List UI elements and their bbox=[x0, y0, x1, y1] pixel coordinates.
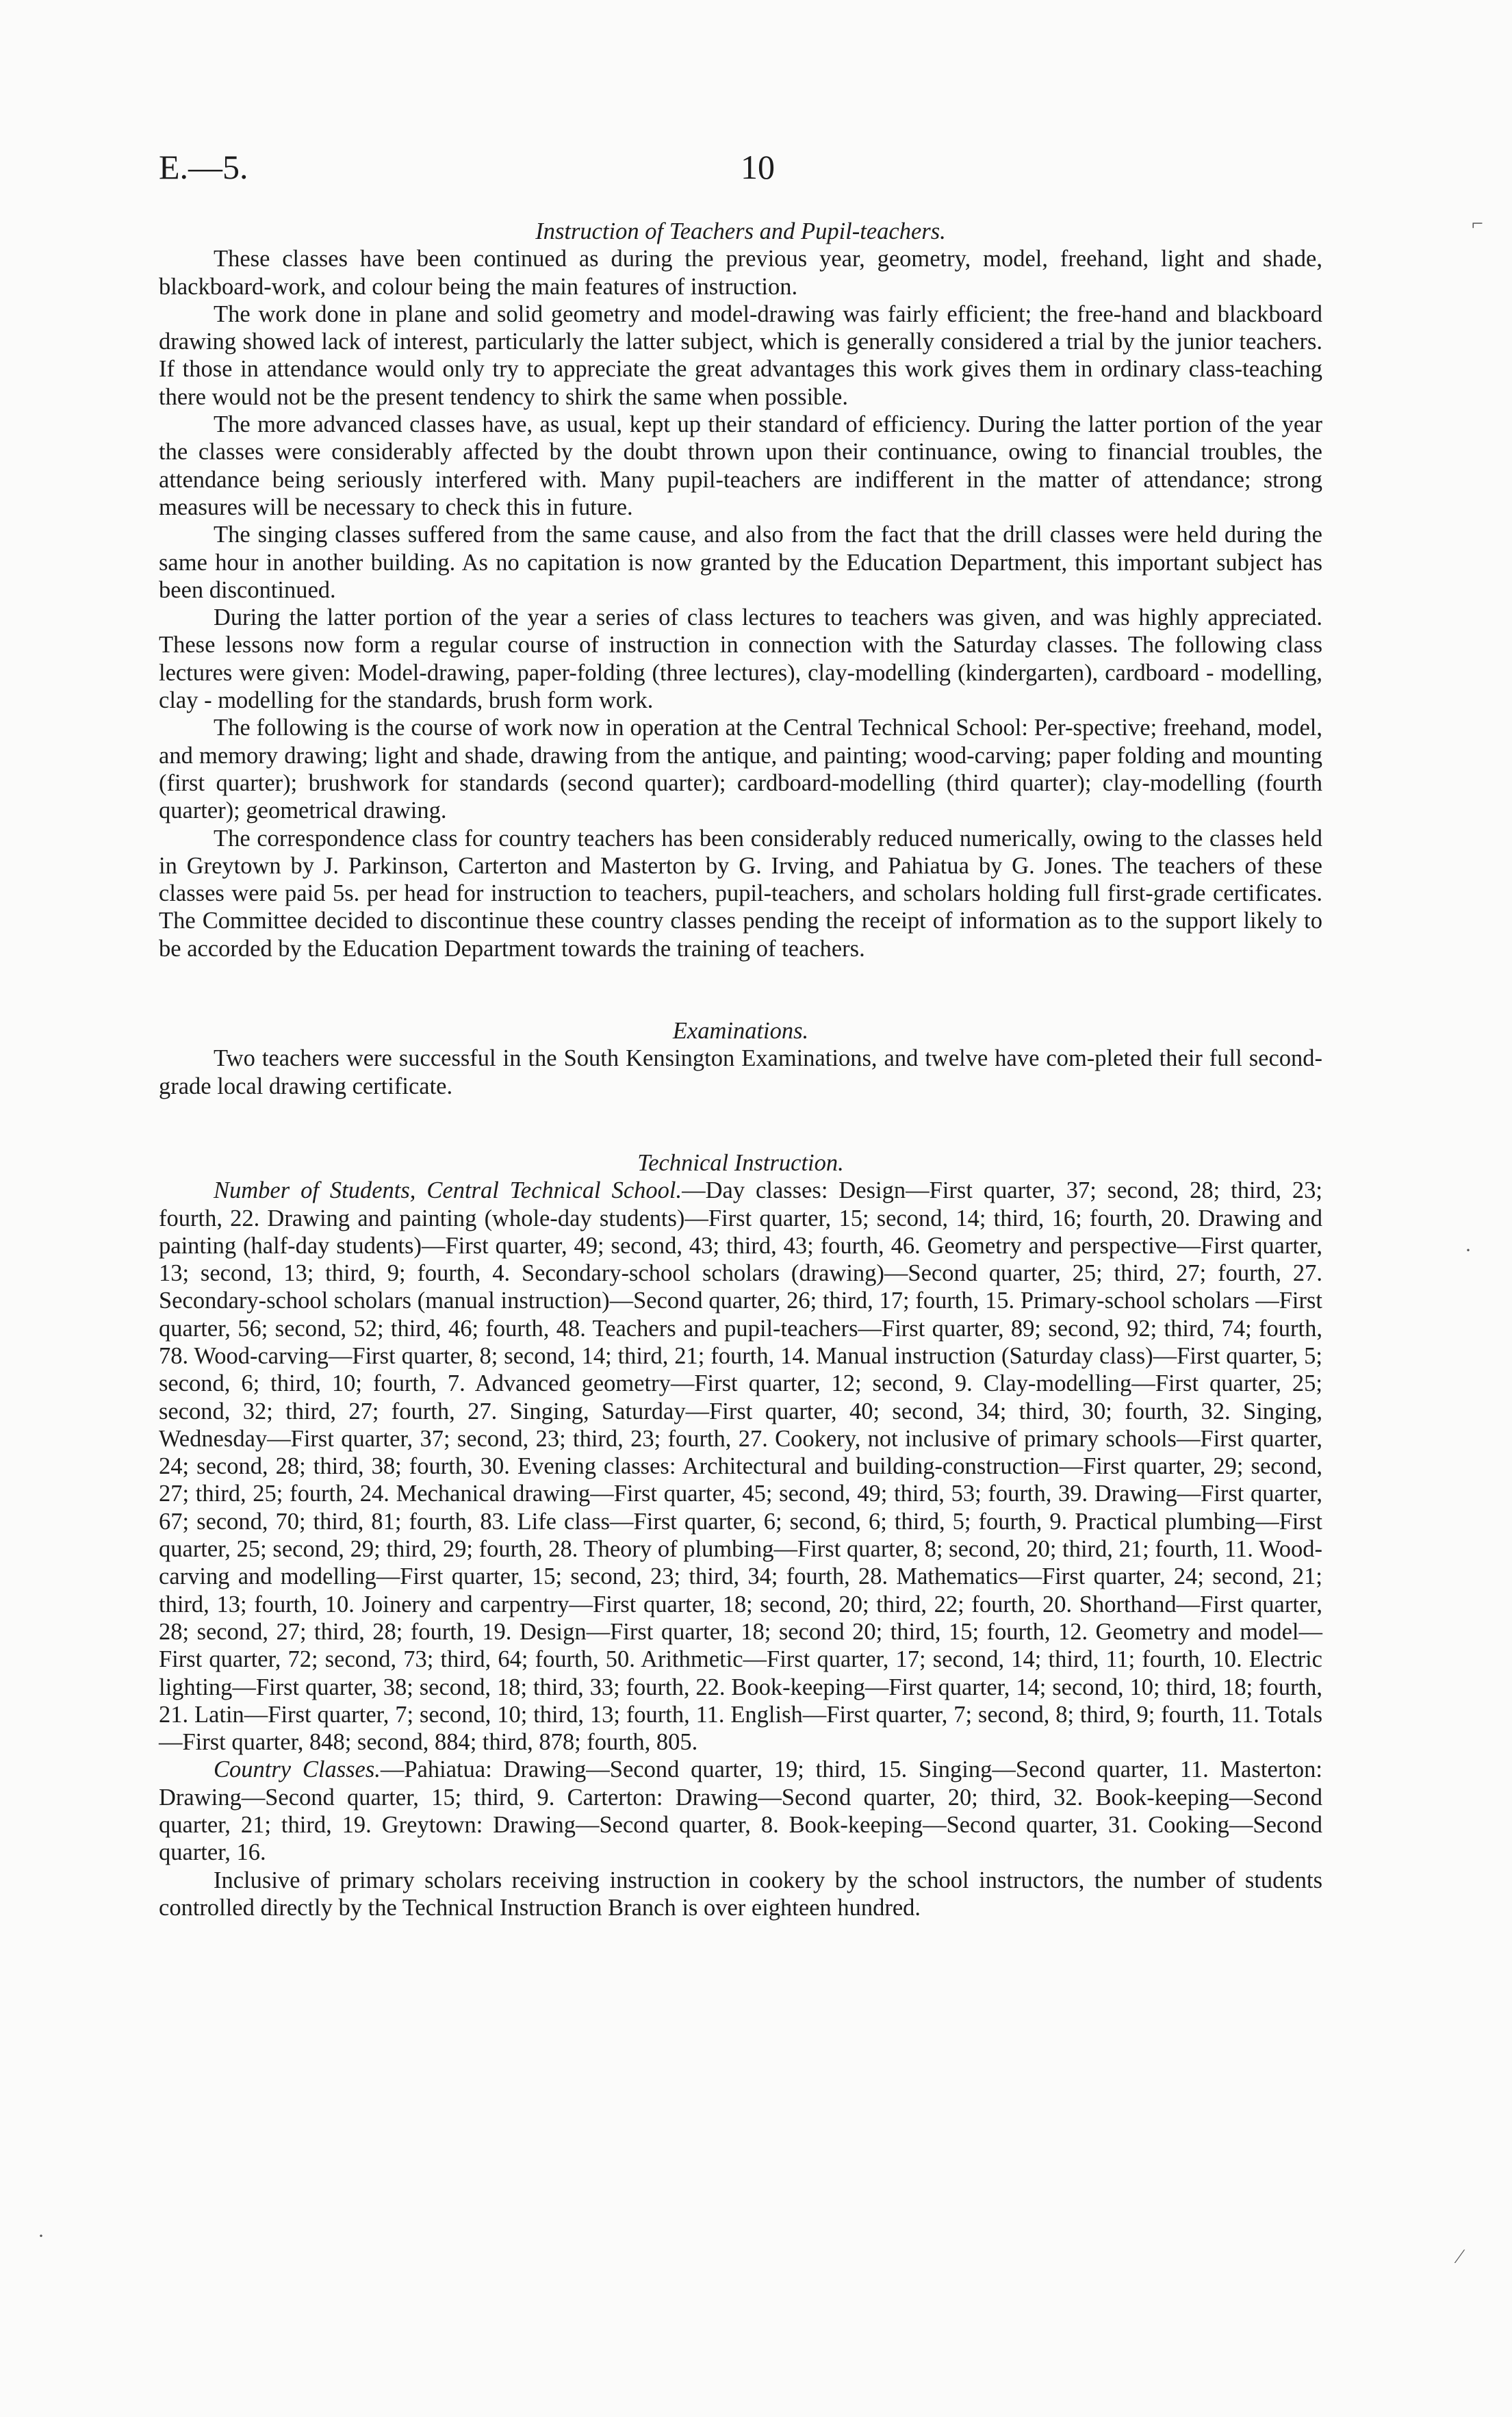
section-heading-teachers: Instruction of Teachers and Pupil-teachers. bbox=[535, 218, 946, 244]
students-text: —Day classes: Design—First quarter, 37; second, 28; third, 23; fourth, 22. Drawing and painting (whole-day students)—First quarter, 15; second, 14; third, 16; fourth, 20. Drawing and painting (half-day students)—First quarter, 49; second, 43; third, 43; fourth, 46. Geometry and perspective—First quarter, 13; second, 13; third, 9; fourth, 4. Secondary-school scholars (drawing)—Second quarter, 25; third, 27; fourth, 27. Secondary-school scholars (manual instruction)—Second quarter, 26; third, 17; fourth, 15. Primary-school scholars —First quarter, 56; second, 52; third, 46; fourth, 48. Teachers and pupil-teachers—First quarter, 89; second, 92; third, 74; fourth, 78. Wood-carving—First quarter, 8; second, 14; third, 21; fourth, 14. Manual instruction (Saturday class)—First quarter, 5; second, 6; third, 10; fourth, 7. Advanced geometry—First quarter, 12; second, 9. Clay-modelling—First quarter, 25; second, 32; third, 27; fourth, 27. Singing, Saturday—First quarter, 40; second, 34; third, 30; fourth, 32. Singing, Wednesday—First quarter, 37; second, 23; third, 23; fourth, 27. Cookery, not inclusive of primary schools—First quarter, 24; second, 28; third, 38; fourth, 30. Evening classes: Architectural and building-construction—First quarter, 29; second, 27; third, 25; fourth, 24. Mechanical drawing—First quarter, 45; second, 49; third, 53; fourth, 39. Drawing—First quarter, 67; second, 70; third, 81; fourth, 83. Life class—First quarter, 6; second, 6; third, 5; fourth, 9. Practical plumbing—First quarter, 25; second, 29; third, 29; fourth, 28. Theory of plumbing—First quarter, 8; second, 20; third, 21; fourth, 11. Wood-carving and modelling—First quarter, 15; second, 23; third, 34; fourth, 28. Mathematics—First quarter, 24; second, 21; third, 13; fourth, 10. Joinery and carpentry—First quarter, 18; second, 20; third, 22; fourth, 20. Shorthand—First quarter, 28; second, 27; third, 28; fourth, 19. Design—First quarter, 18; second 20; third, 15; fourth, 12. Geometry and model—First quarter, 72; second, 73; third, 64; fourth, 50. Arithmetic—First quarter, 17; second, 14; third, 11; fourth, 10. Electric lighting—First quarter, 38; second, 18; third, 33; fourth, 22. Book-keeping—First quarter, 14; second, 10; third, 18; fourth, 21. Latin—First quarter, 7; second, 10; third, 13; fourth, 11. English—First quarter, 7; second, 8; third, 9; fourth, 11. Totals—First quarter, 848; second, 884; third, 878; fourth, 805. bbox=[159, 1177, 1323, 1756]
scan-mark: ⌐ bbox=[1472, 212, 1483, 235]
paragraph: These classes have been continued as during the previous year, geometry, model, freehand, light and shade, blackboard-work, and colour being the main features of instruction. bbox=[159, 246, 1322, 300]
scan-mark: ⁄ bbox=[1458, 2245, 1462, 2268]
paragraph: The correspondence class for country teachers has been considerably reduced numerically, owing to the classes held in Greytown by J. Parkinson, Carterton and Masterton by G. Irving, and Pahiatua by G. Jones. The teachers of these classes were paid 5s. per head for instruction to teachers, pupil-teachers, and scholars holding full first-grade certificates. The Committee decided to discontinue these country classes pending the receipt of information as to the support likely to be accorded by the Education Department towards the training of teachers. bbox=[159, 825, 1322, 962]
paragraph: The work done in plane and solid geometry and model-drawing was fairly efficient; the free-hand and blackboard drawing showed lack of interest, particularly the latter subject, which is generally considered a trial by the junior teachers. If those in attendance would only try to appreciate the great advantages this work gives them in ordinary class-teaching there would not be the present tendency to shirk the same when possible. bbox=[159, 300, 1322, 410]
students-paragraph bbox=[159, 1177, 1322, 1756]
country-label: Country Classes. bbox=[214, 1756, 381, 1783]
scan-mark: · bbox=[1465, 1239, 1472, 1262]
paragraph: The following is the course of work now in operation at the Central Technical School: Per-spective; freehand, model, and memory drawing; light and shade, drawing from the antique, and painting; wood-carving; paper folding and mounting (first quarter); brushwork for standards (second quarter); cardboard-modelling (third quarter); clay-modelling (fourth quarter); geometrical drawing. bbox=[159, 715, 1322, 824]
closing-paragraph: Inclusive of primary scholars receiving instruction in cookery by the school instructors, the number of students controlled directly by the Technical Instruction Branch is over eighteen hundred. bbox=[159, 1867, 1322, 1921]
scan-mark: · bbox=[38, 2225, 44, 2247]
paragraph: The more advanced classes have, as usual, kept up their standard of efficiency. During the latter portion of the year the classes were considerably affected by the doubt thrown upon their continuance, owing to financial troubles, the attendance being seriously interfered with. Many pupil-teachers are indifferent in the matter of attendance; strong measures will be necessary to check this in future. bbox=[159, 411, 1322, 520]
country-text: —Pahiatua: Drawing—Second quarter, 19; third, 15. Singing—Second quarter, 11. Masterton: Drawing—Second quarter, 15; third, 9. Carterton: Drawing—Second quarter, 20; third, 32. Book-keeping—Second quarter, 21; third, 19. Greytown: Drawing—Second quarter, 8. Book-keeping—Second quarter, 31. Cooking—Second quarter, 16. bbox=[159, 1756, 1322, 1866]
document-reference: E.—5. bbox=[159, 148, 248, 186]
section-heading-examinations: Examinations. bbox=[672, 1018, 809, 1045]
page-body bbox=[159, 218, 1322, 1921]
paragraph: Two teachers were successful in the South Kensington Examinations, and twelve have com-pleted their full second-grade local drawing certificate. bbox=[159, 1045, 1322, 1099]
section-heading-technical: Technical Instruction. bbox=[637, 1149, 844, 1176]
students-label: Number of Students, Central Technical School. bbox=[214, 1177, 682, 1204]
paragraph: The singing classes suffered from the same cause, and also from the fact that the drill classes were held during the same hour in another building. As no capitation is now granted by the Education Department, this important subject has been discontinued. bbox=[159, 522, 1322, 603]
country-paragraph bbox=[159, 1756, 1322, 1866]
page-header bbox=[159, 147, 1322, 188]
page-number: 10 bbox=[741, 148, 775, 186]
paragraph: During the latter portion of the year a series of class lectures to teachers was given, and was highly appreciated. These lessons now form a regular course of instruction in connection with the Saturday classes. The following class lectures were given: Model-drawing, paper-folding (three lectures), clay-modelling (kindergarten), cardboard - modelling, clay - modelling for the standards, brush form work. bbox=[159, 604, 1322, 714]
